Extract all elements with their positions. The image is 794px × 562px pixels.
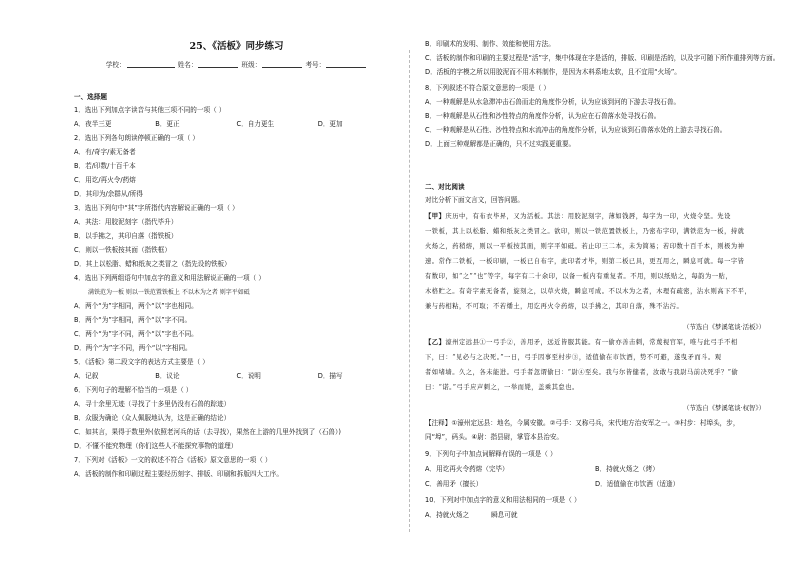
annotation: 同“埠”，码头。④尉：指县尉，掌管本县治安。 <box>425 433 564 441</box>
passage-jia-line: 兼与药相粘，不可取；不若燔土，用讫再火令药熔，以手拂之，其印自落，殊不沾污。 <box>425 303 684 310</box>
question-stem: 9．下列句子中加点词解释有误的一项是（ ） <box>425 450 557 458</box>
option-b[interactable]: B．议论 <box>155 372 180 380</box>
option-c[interactable]: C．一种观解是从石性、沙性特点和水流冲击的角度作分析，认为应该到石兽落水处的上游去寻找石兽。 <box>425 126 727 134</box>
passage-jia-line <box>425 212 765 221</box>
passage-yi-line: 下，曰：“见必与之决死。”一日，弓手因事至村步③，适值偷在市饮酒，势不可避，遂曳矛而斗。观 <box>425 354 722 361</box>
exam-no-blank[interactable] <box>326 60 366 68</box>
passage-jia-line: 有数印，如“之”“也”等字，每字有二十余印，以备一板内有重复者。不用，则以纸贴之，每韵为一贴， <box>425 273 733 280</box>
question-stem: 8．下列叙述不符合原文意思的一项是（ ） <box>425 84 550 92</box>
passage-text: 庆历中，有布衣毕昇，又为活板。其法：用胶泥刻字，薄如钱唇，每字为一印，火烧令坚。先设 <box>445 213 731 220</box>
option-b[interactable]: B．两个“为”字相同，两个“以”字不同。 <box>74 316 192 324</box>
passage-jia-line: 火炀之，药稍熔，则以一平板按其面，则字平如砥。若止印三二本，未为简易；若印数十百千本，则极为神 <box>425 243 745 250</box>
question-stem: 10．下列对中加点字的意义和用法相同的一项是（ ） <box>425 496 581 504</box>
option-d[interactable]: D．适值偷在市饮酒（适逢） <box>595 480 680 488</box>
column-separator <box>409 50 410 532</box>
school-label: 学校： <box>105 61 126 69</box>
option-d[interactable]: D．不懂不能究物理（你们这些人不能探究事物的道理） <box>74 442 238 450</box>
class-blank[interactable] <box>262 60 302 68</box>
option-b[interactable]: B．印刷术的发明、制作、效能和使用方法。 <box>425 40 555 48</box>
question-stem: 5．《活板》第二段文字的表达方式主要是（ ） <box>74 358 209 366</box>
school-blank[interactable] <box>127 60 175 68</box>
option-row <box>74 372 399 381</box>
option-d[interactable]: D．其上以松脂、蜡和纸灰之类冒之（指先设的铁板） <box>74 260 231 268</box>
option-c[interactable]: C．两个“为”字不同，两个“以”字也不同。 <box>74 330 198 338</box>
option-a[interactable]: A．夜半三更 <box>74 120 112 128</box>
option-c[interactable]: C．善用矛（擅长） <box>425 480 483 488</box>
question-stem: 1．选出下列加点字读音与其他三项不同的一项（ ） <box>74 106 226 114</box>
option-a[interactable]: A．用讫再火令药熔（完毕） <box>425 465 509 473</box>
option-row <box>74 120 399 129</box>
question-stem: 2．选出下列各句朗读停顿正确的一项（ ） <box>74 134 199 142</box>
option-a[interactable]: A．一种观解是从水急滞冲击石兽而走的角度作分析，认为应该到河的下游去寻找石兽。 <box>425 98 681 106</box>
passage-jia-line: 木格贮之。有奇字素无备者，旋刻之，以草火烧，瞬息可成。不以木为之者，木理有疏密，沾水则高下不平， <box>425 288 752 295</box>
option-c[interactable]: C．如其言，果得于数里外(依照老河兵的话（去寻找），果然在上游的几里外找到了（石兽）) <box>74 428 341 436</box>
option-d[interactable]: D．其印为/余群从/所得 <box>74 190 143 198</box>
option-c[interactable]: C．自力更生 <box>236 120 275 128</box>
class-label: 班级： <box>241 61 262 69</box>
option-a-part2: 瞬息可就 <box>491 511 518 519</box>
option-b[interactable]: B．若/印数/十百千本 <box>74 162 136 170</box>
passage-jia-line: 速。常作二铁板，一板印刷，一板已自布字，此印者才毕，则第二板已具，更互用之，瞬息可就。每一字皆 <box>425 258 745 265</box>
question-stem: 7．下列对《活板》一文的叙述不符合《活板》原文意思的一项（ ） <box>74 456 272 464</box>
option-a[interactable]: A．寻十余里无迹（寻找了十多里仍没有石兽的踪迹） <box>74 400 231 408</box>
passage-jia-line: 一铁板，其上以松脂、蜡和纸灰之类冒之。欲印，则以一铁范置铁板上，乃密布字印，满铁范为一板，持就 <box>425 228 745 235</box>
question-stem: 6．下列句子的理解不恰当的一项是（ ） <box>74 386 193 394</box>
option-d[interactable]: D．两个“为”字不同，两个“以”字相同。 <box>74 344 192 352</box>
question-stem: 4．选出下列两组语句中加点字的意义和用法解说正确的一项（ ） <box>74 274 265 282</box>
option-a-part1: A．持就火炀之 <box>425 511 470 519</box>
option-b[interactable]: B．众服为确论（众人佩服地认为，这是正确的结论） <box>74 414 231 422</box>
passage-yi-line: 曰：“诺。”弓手应声刺之，一举而毙，盖乘其怠也。 <box>425 384 579 391</box>
option-a[interactable]: A．两个“为”字相同，两个“以”字也相同。 <box>74 302 198 310</box>
option-b[interactable]: B．更正 <box>155 120 180 128</box>
option-row <box>425 480 765 489</box>
option-b[interactable]: B．以手拂之，其印自落（指铁板） <box>74 232 178 240</box>
option-d[interactable]: D．上面三种观解都是正确的，只不过实践更重要。 <box>425 140 576 148</box>
passage-source: （节选自《梦溪笔谈·权智》） <box>683 404 765 412</box>
option-row <box>425 465 765 474</box>
passage-yi-line <box>425 338 765 347</box>
passage-jia-label: 【甲】 <box>425 213 446 220</box>
option-c[interactable]: C．用讫/再火令/药熔 <box>74 176 136 184</box>
option-b[interactable]: B．持就火炀之（烤） <box>595 465 659 473</box>
option-a[interactable]: A．活板的制作和印刷过程主要经历刻字、排版、印刷和拆版四大工序。 <box>74 470 283 478</box>
name-label: 姓名： <box>177 61 198 69</box>
option-c[interactable]: C．说明 <box>236 372 261 380</box>
section-heading: 二、对比阅读 <box>425 183 465 191</box>
reading-intro: 对比分析下面文言文，回答问题。 <box>425 196 524 204</box>
passage-yi-line: 者如堵墙。久之，各未能进。弓手者忽谓偷曰：“尉④至矣。我与尔皆健者，汝敢与我尉马前决死乎？”偷 <box>425 369 739 376</box>
passage-yi-label: 【乙】 <box>425 339 446 346</box>
annotation: 【注释】①濠州定远县：地名，今属安徽。②弓手：又称弓兵，宋代地方治安军之一。③村步：村埠头，步， <box>425 419 740 427</box>
page-title: 25、《活板》同步练习 <box>189 41 284 52</box>
option-d[interactable]: D．更加 <box>317 120 343 128</box>
option-a[interactable]: A．其法：用胶泥刻字（指代毕升） <box>74 218 178 226</box>
option-b[interactable]: B．一种观解是从石性和沙性特点的角度作分析，认为应在石兽落水处寻找石兽。 <box>425 112 661 120</box>
option-a[interactable]: A．有/奇字/素无备者 <box>74 148 136 156</box>
section-heading: 一、选择题 <box>74 93 107 101</box>
option-c[interactable]: C．活板的制作和印刷的主要过程是“活”字，集中体现在字是活的，排版、印刷是活的，以及字可随下所作重排列等方面。 <box>425 54 780 62</box>
option-d[interactable]: D．描写 <box>317 372 343 380</box>
question-stem: 3．选出下列句中“其”字所指代内容解说正确的一项（ ） <box>74 204 239 212</box>
passage-text: 濠州定远县①一弓手②，善用矛，远近皆服其能。有一偷亦善击刺，常蔑视官军，唯与此弓手不相 <box>445 339 738 346</box>
name-blank[interactable] <box>198 60 238 68</box>
passage-source: （节选自《梦溪笔谈·活板》） <box>683 323 765 331</box>
student-info-line <box>74 60 399 70</box>
example-sentences: 满铁范为一板 则以一铁范置铁板上 不以木为之者 则字平如砥 <box>88 289 250 296</box>
exam-no-label: 考号： <box>305 61 326 69</box>
option-d[interactable]: D．活板的字模之所以用胶泥而不用木料制作，是因为木料系地太软，且不宜用“火场”。 <box>425 68 681 76</box>
option-a[interactable] <box>425 511 765 520</box>
option-a[interactable]: A．记叙 <box>74 372 99 380</box>
option-c[interactable]: C．则以一铁板按其面（指铁框） <box>74 246 171 254</box>
